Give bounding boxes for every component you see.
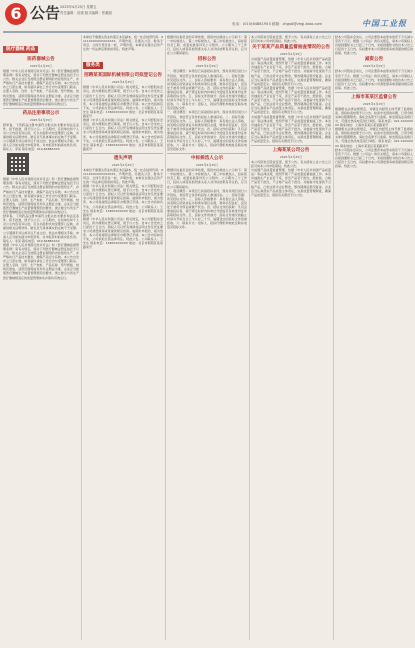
newspaper-masthead: 中国工业报 (362, 18, 407, 28)
article-title: 药品注册事项公示 (22, 110, 60, 116)
article-body: 一、项目概况：本项目已具备招标条件，现对该项目进行公开招标，欢迎符合条件的投标人参加投标。二、招标范围：详见招标文件。三、投标人资格要求：具有独立法人资格，具有相应的资质证书和类似项目业绩，财务状况良好，没有处于被责令停业或破产状态。四、招标文件的获取：凡有意参加投标者，请于规定时间内持单位介绍信及有效身份证件获取招标文件。五、投标文件的递交：投标文件递交的截止时间为开标当日上午九时三十分，逾期送达的投标文件将被拒收。六、联系方式：招标人、招标代理机构地址及联系电话见招标文件。 (167, 69, 247, 111)
article-body: 经审查，下列药品注册申请符合相关技术要求和法定条件，拟予批准，现予以公示。公示期内，任何单位和个人对公示内容有异议的，可以书面形式向受理部门反映，并提供相关证明材料。匿名及无具体事实的反映不予受理。公示期满无异议或异议不成立的，依法办理相关手续。申请人应当如实提交申报资料，对申报资料的真实性负责。联系人：李某 联系电话：010-6488XXXX (3, 122, 79, 152)
column-band: 医疗器械 药品 (3, 46, 38, 53)
article-title: 招聘某某国际机械有限公司拟登记公告 (83, 73, 163, 79)
article-body: 本单位不慎遗失营业执照正本及副本，统一社会信用代码：9111XXXXXXXXXXXXX，声明作废。另遗失公章、财务专用章、合同专用章各一枚，声明作废。本单位对遗失后所产生的一切法律后果承担责任。特此声明。 (83, 35, 163, 52)
article-body: 为加强产品质量监督管理，依据《中华人民共和国产品质量法》等法律法规，组织开展了产品质量监督抽查工作。本次共抽查生产企业若干家，涉及产品若干批次，经检验，合格产品若干批次，不合格产品若干批次。对抽查中发现的不合格产品，已依法责令企业整改，整改期满后组织复查。企业应当认真落实产品质量主体责任，完善质量管理制度，确保产品质量安全。现将有关情况予以公告。 (251, 57, 331, 86)
article-body: 本公司拟进行股权变更，现予公告。有关债权人自公告之日起可向本公司申报债权。特此公告。 (251, 159, 331, 169)
article-title: 遗失声明 (113, 155, 133, 161)
article-body: 为加强产品质量监督管理，依据《中华人民共和国产品质量法》等法律法规，组织开展了产品质量监督抽查工作。本次共抽查生产企业若干家，涉及产品若干批次，经检验，合格产品若干批次，不合格产品若干批次。对抽查中发现的不合格产品，已依法责令企业整改，整改期满后组织复查。企业应当认真落实产品质量主体责任，完善质量管理制度，确保产品质量安全。现将有关情况予以公告。 (251, 114, 331, 144)
article-body: 根据评标委员会的评审结果，现将中标候选人公示如下：第一中标候选人、第二中标候选人、第三中标候选人，投标报价及工期、质量标准等详见公示附件。公示期为三个工作日，投标人或者其他利害关系人对评标结果有异议的，应当在公示期间提出。 (167, 35, 247, 56)
article-title: 中标候选人公示 (190, 156, 224, 162)
column-separator (165, 35, 166, 640)
column-3 (167, 35, 247, 640)
article-body: 根据相关法律法规规定，对辖区内经营主体开展了监督检查，现将检查结果予以公告。检查中发现的问题，已责令相关单位限期整改。请社会各界予以监督，如发现违法违规行为，可通过热线电话进行举报。联系电话：021-XXXXXXXX 联系地址：上海市某某区某某路某号 (335, 127, 413, 148)
column-4 (251, 35, 331, 640)
article-body: 根据《中华人民共和国公司法》相关规定，本公司经股东会决议，拟办理相关登记事项，现予以公告。自本公告发布之日起四十五日内，债权人可以凭有效债权证明文件及凭证要求公司清偿债务或者提供相应担保。逾期未申报的，视为放弃，本公司将按照法律程序办理登记手续。本公告内容如有不实，公司承担全部法律责任。特此公告。公司联系人：王先生 联系电话：138XXXXXXXX 地址：北京市朝阳区某某路某号 (83, 216, 163, 250)
article-title: 关于某某产品质量监督抽查情况的公告 (251, 45, 331, 51)
article-date: 2025年4月25日 (29, 117, 53, 122)
edition-line: 2025年4月25日 星期五 (60, 5, 97, 9)
article-body: 根据《中华人民共和国行政许可法》和《医疗器械监督管理条例》等有关规定，现对下列医疗器械注册证信息予以公告。相关企业应当按照注册证载明的内容组织生产，并严格执行产品技术要求，确保产品安全有效。本公告自发布之日起生效，如有疑问请在工作日内与受理部门联系。注册人名称、住所、生产地址、产品名称、型号规格、结构及组成、适用范围等信息均以注册证为准。企业应当按照医疗器械生产质量管理规范的要求，建立健全与所生产医疗器械相适应的质量管理体系并保持有效运行。 (3, 177, 79, 215)
article-body: 根据《中华人民共和国公司法》相关规定，本公司经股东会决议，拟办理相关登记事项，现予以公告。自本公告发布之日起四十五日内，债权人可以凭有效债权证明文件及凭证要求公司清偿债务或者提供相应担保。逾期未申报的，视为放弃，本公司将按照法律程序办理登记手续。本公告内容如有不实，公司承担全部法律责任。特此公告。公司联系人：王先生 联系电话：138XXXXXXXX 地址：北京市朝阳区某某路某号 (83, 184, 163, 217)
contact-line: 电话：(010)64881953 邮箱：zhgsb@zhgj-biao.com (232, 22, 323, 26)
column-2 (83, 35, 163, 640)
article-date: 2025年4月25日 (29, 64, 53, 68)
article-body: 根据评标委员会的评审结果，现将中标候选人公示如下：第一中标候选人、第二中标候选人、第三中标候选人，投标报价及工期、质量标准等详见公示附件。公示期为三个工作日，投标人或者其他利害关系人对评标结果有异议的，应当在公示期间提出。 (167, 168, 247, 189)
column-1 (3, 35, 79, 640)
article-body: 一、项目概况：本项目已具备招标条件，现对该项目进行公开招标，欢迎符合条件的投标人参加投标。二、招标范围：详见招标文件。三、投标人资格要求：具有独立法人资格，具有相应的资质证书和类似项目业绩，财务状况良好，没有处于被责令停业或破产状态。四、招标文件的获取：凡有意参加投标者，请于规定时间内持单位介绍信及有效身份证件获取招标文件。五、投标文件的递交：投标文件递交的截止时间为开标当日上午九时三十分，逾期送达的投标文件将被拒收。六、联系方式：招标人、招标代理机构地址及联系电话见招标文件。 (167, 188, 247, 230)
qr-code-icon (7, 153, 29, 175)
article-date: 2025年4月25日 (111, 80, 135, 85)
column-band: 服务类 (83, 62, 103, 69)
article-body: 根据相关法律法规规定，对辖区内经营主体开展了监督检查，现将检查结果予以公告。检查中发现的问题，已责令相关单位限期整改。请社会各界予以监督，如发现违法违规行为，可通过热线电话进行举报。联系电话：021-XXXXXXXX 联系地址：上海市某某区某某路某号 (335, 106, 413, 128)
article-body: 为加强产品质量监督管理，依据《中华人民共和国产品质量法》等法律法规，组织开展了产品质量监督抽查工作。本次共抽查生产企业若干家，涉及产品若干批次，经检验，合格产品若干批次，不合格产品若干批次。对抽查中发现的不合格产品，已依法责令企业整改，整改期满后组织复查。企业应当认真落实产品质量主体责任，完善质量管理制度，确保产品质量安全。现将有关情况予以公告。 (251, 168, 331, 197)
column-separator (333, 35, 334, 640)
column-separator (249, 35, 250, 640)
article-body: 经审查，下列药品注册申请符合相关技术要求和法定条件，拟予批准，现予以公示。公示期内，任何单位和个人对公示内容有异议的，可以书面形式向受理部门反映，并提供相关证明材料。匿名及无具体事实的反映不予受理。公示期满无异议或异议不成立的，依法办理相关手续。申请人应当如实提交申报资料，对申报资料的真实性负责。联系人：李某 联系电话：010-6488XXXX (3, 214, 79, 243)
article-date: 2025年4月25日 (195, 163, 219, 168)
header-rule (3, 31, 412, 33)
article-body: 一、项目概况：本项目已具备招标条件，现对该项目进行公开招标，欢迎符合条件的投标人参加投标。二、招标范围：详见招标文件。三、投标人资格要求：具有独立法人资格，具有相应的资质证书和类似项目业绩，财务状况良好，没有处于被责令停业或破产状态。四、招标文件的获取：凡有意参加投标者，请于规定时间内持单位介绍信及有效身份证件获取招标文件。五、投标文件的递交：投标文件递交的截止时间为开标当日上午九时三十分，逾期送达的投标文件将被拒收。六、联系方式：招标人、招标代理机构地址及联系电话见招标文件。 (167, 110, 247, 152)
article-date: 2025年4月25日 (362, 64, 386, 69)
article-date: 2025年4月25日 (111, 162, 135, 167)
article-body: 根据《中华人民共和国行政许可法》和《医疗器械监督管理条例》等有关规定，现对下列医疗器械注册证信息予以公告。相关企业应当按照注册证载明的内容组织生产，并严格执行产品技术要求，确保产品安全有效。本公告自发布之日起生效，如有疑问请在工作日内与受理部门联系。注册人名称、住所、生产地址、产品名称、型号规格、结构及组成、适用范围等信息均以注册证为准。企业应当按照医疗器械生产质量管理规范的要求，建立健全与所生产医疗器械相适应的质量管理体系并保持有效运行。 (3, 69, 79, 106)
article-body: 经本公司股东会决议，公司注册资本由原来的若干万元减少至若干万元。根据《公司法》的有关规定，请本公司债权人自接到通知书之日起三十日内，未接到通知书的自本公告之日起四十五日内，有权要求本公司清偿债务或者提供相应的担保。特此公告。 (335, 69, 413, 90)
article-divider (167, 153, 247, 154)
article-body: 为加强产品质量监督管理，依据《中华人民共和国产品质量法》等法律法规，组织开展了产品质量监督抽查工作。本次共抽查生产企业若干家，涉及产品若干批次，经检验，合格产品若干批次，不合格产品若干批次。对抽查中发现的不合格产品，已依法责令企业整改，整改期满后组织复查。企业应当认真落实产品质量主体责任，完善质量管理制度，确保产品质量安全。现将有关情况予以公告。 (251, 85, 331, 115)
page-number-badge: 6 (5, 3, 27, 25)
article-body: 经本公司股东会决议，公司注册资本由原来的若干万元减少至若干万元。根据《公司法》的有关规定，请本公司债权人自接到通知书之日起三十日内，未接到通知书的自本公告之日起四十五日内，有权要求本公司清偿债务或者提供相应的担保。特此公告。 (335, 147, 413, 169)
article-body: 根据《中华人民共和国公司法》相关规定，本公司经股东会决议，拟办理相关登记事项，现予以公告。自本公告发布之日起四十五日内，债权人可以凭有效债权证明文件及凭证要求公司清偿债务或者提供相应担保。逾期未申报的，视为放弃，本公司将按照法律程序办理登记手续。本公告内容如有不实，公司承担全部法律责任。特此公告。公司联系人：王先生 联系电话：138XXXXXXXX 地址：北京市朝阳区某某路某号 (83, 85, 163, 119)
article-divider (335, 92, 413, 93)
article-body: 根据《中华人民共和国行政许可法》和《医疗器械监督管理条例》等有关规定，现对下列医疗器械注册证信息予以公告。相关企业应当按照注册证载明的内容组织生产，并严格执行产品技术要求，确保产品安全有效。本公告自发布之日起生效，如有疑问请在工作日内与受理部门联系。注册人名称、住所、生产地址、产品名称、型号规格、结构及组成、适用范围等信息均以注册证为准。企业应当按照医疗器械生产质量管理规范的要求，建立健全与所生产医疗器械相适应的质量管理体系并保持有效运行。 (3, 242, 79, 280)
article-date: 2025年4月25日 (279, 154, 303, 159)
article-divider (3, 108, 79, 109)
article-divider (251, 145, 331, 146)
article-divider (83, 153, 163, 154)
article-body: 本公司拟进行股权变更，现予公告。有关债权人自公告之日起可向本公司申报债权。特此公告。 (251, 35, 331, 44)
editor-line: 责任编辑：田康 版式编辑：张雅丽 (60, 11, 112, 15)
article-title: 上海某某公司公告 (272, 147, 310, 153)
section-title: 公告 (30, 4, 61, 22)
article-title: 减资公告 (364, 57, 384, 63)
article-date: 2025年4月25日 (362, 101, 386, 106)
article-body: 根据《中华人民共和国公司法》相关规定，本公司经股东会决议，拟办理相关登记事项，现予以公告。自本公告发布之日起四十五日内，债权人可以凭有效债权证明文件及凭证要求公司清偿债务或者提供相应担保。逾期未申报的，视为放弃，本公司将按照法律程序办理登记手续。本公告内容如有不实，公司承担全部法律责任。特此公告。公司联系人：王先生 联系电话：138XXXXXXXX 地址：北京市朝阳区某某路某号 (83, 118, 163, 151)
article-title: 招标公告 (197, 57, 217, 63)
article-title: 上海市某某区监督公告 (351, 94, 397, 100)
column-separator (81, 35, 82, 640)
article-date: 2025年4月25日 (279, 52, 303, 57)
article-title: 医药器械公告 (27, 57, 55, 62)
article-body: 经本公司股东会决议，公司注册资本由原来的若干万元减少至若干万元。根据《公司法》的有关规定，请本公司债权人自接到通知书之日起三十日内，未接到通知书的自本公告之日起四十五日内，有权要求本公司清偿债务或者提供相应的担保。特此公告。 (335, 35, 413, 56)
article-body: 本单位不慎遗失营业执照正本及副本，统一社会信用代码：9111XXXXXXXXXXXXX，声明作废。另遗失公章、财务专用章、合同专用章各一枚，声明作废。本单位对遗失后所产生的一切法律后果承担责任。特此声明。 (83, 167, 163, 184)
column-5 (335, 35, 413, 640)
article-date: 2025年4月25日 (195, 64, 219, 69)
